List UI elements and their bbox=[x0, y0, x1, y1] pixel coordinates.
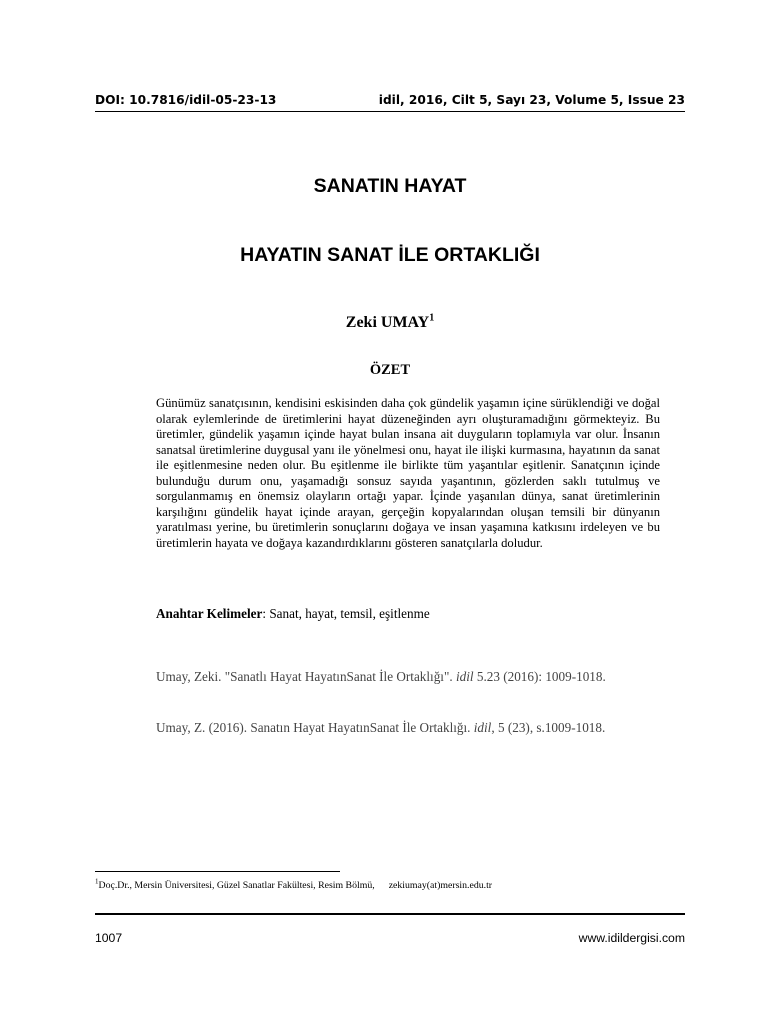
author-name bbox=[95, 314, 685, 332]
doi-label: DOI: 10.7816/idil-05-23-13 bbox=[95, 93, 277, 107]
issue-info: idil, 2016, Cilt 5, Sayı 23, Volume 5, Issue 23 bbox=[378, 93, 685, 107]
keywords-label: Anahtar Kelimeler bbox=[156, 606, 263, 621]
citation-apa-after: , 5 (23), s.1009-1018. bbox=[491, 720, 606, 735]
footnote-affiliation: Doç.Dr., Mersin Üniversitesi, Güzel Sanatlar Fakültesi, Resim Bölmü, bbox=[98, 880, 375, 891]
citation-mla bbox=[156, 669, 696, 685]
footnote-rule bbox=[95, 871, 340, 872]
footnote-email: zekiumay(at)mersin.edu.tr bbox=[388, 880, 493, 891]
running-header bbox=[95, 93, 685, 111]
page-number: 1007 bbox=[95, 931, 123, 945]
author-name-text: Zeki UMAY bbox=[345, 314, 430, 331]
page-footer bbox=[95, 931, 685, 947]
keywords-values: Sanat, hayat, temsil, eşitlenme bbox=[266, 606, 430, 621]
article-title-line-1: SANATIN HAYAT bbox=[313, 175, 467, 197]
author-footnote-mark: 1 bbox=[429, 312, 435, 324]
citation-apa-journal: idil bbox=[473, 720, 492, 735]
citation-apa bbox=[156, 720, 696, 736]
abstract-text: Günümüz sanatçısının, kendisini eskisinden daha çok gündelik yaşamın içine sürüklendiği ve doğal olarak eylemlerinde de üretimlerini hayat düzeneğinden ayrı oluşturamadığını görmekteyiz. Bu üretimler, gündelik yaşamın içinde hayat bulan insana ait duyguların toplamıyla var olur. İnsanın sanatsal üretimlerine duygusal yanı ile yönelmesi onu, hayat ile ilişki kurmasına, hayatının da sanat ile eşitlenmesine neden olur. Bu eşitlenme ile birlikte tüm yaşantılar eşitlenir. Sanatçının içinde bulunduğu durum onu, yaşamadığı sonsuz sayıda yaşantının, gözlerden saklı tutulmuş ve sorgulanmamış en önemsiz olayların ortağı yapar. İçinde yaşanılan dünya, sanat üretimlerinin karşılığını gündelik hayat içinde arayan, gerçeğin kopyalarından oluşan temsili bir dünyanın yaratılması yerine, bu üretimlerin sonuçlarını doğaya ve insan yaşamına katkısını irdeleyen ve bu üretimlerin hayata ve doğaya kazandırdıklarını gösteren sanatçılarla doludur. bbox=[156, 396, 660, 550]
citation-apa-before: Umay, Z. (2016). Sanatın Hayat HayatınSanat İle Ortaklığı. bbox=[156, 720, 474, 735]
footer-rule bbox=[95, 913, 685, 915]
abstract-heading: ÖZET bbox=[369, 362, 411, 378]
header-rule bbox=[95, 111, 685, 112]
keywords-colon: : bbox=[262, 606, 267, 621]
citation-mla-after: 5.23 (2016): 1009-1018. bbox=[473, 669, 606, 684]
keywords bbox=[156, 606, 676, 622]
citation-mla-before: Umay, Zeki. "Sanatlı Hayat HayatınSanat İle Ortaklığı". bbox=[156, 669, 456, 684]
footnote-mark: 1 bbox=[95, 877, 99, 886]
citation-mla-journal: idil bbox=[455, 669, 474, 684]
journal-website: www.idildergisi.com bbox=[578, 931, 685, 945]
footnote bbox=[95, 877, 685, 891]
article-title-line-2: HAYATIN SANAT İLE ORTAKLIĞI bbox=[240, 244, 540, 266]
